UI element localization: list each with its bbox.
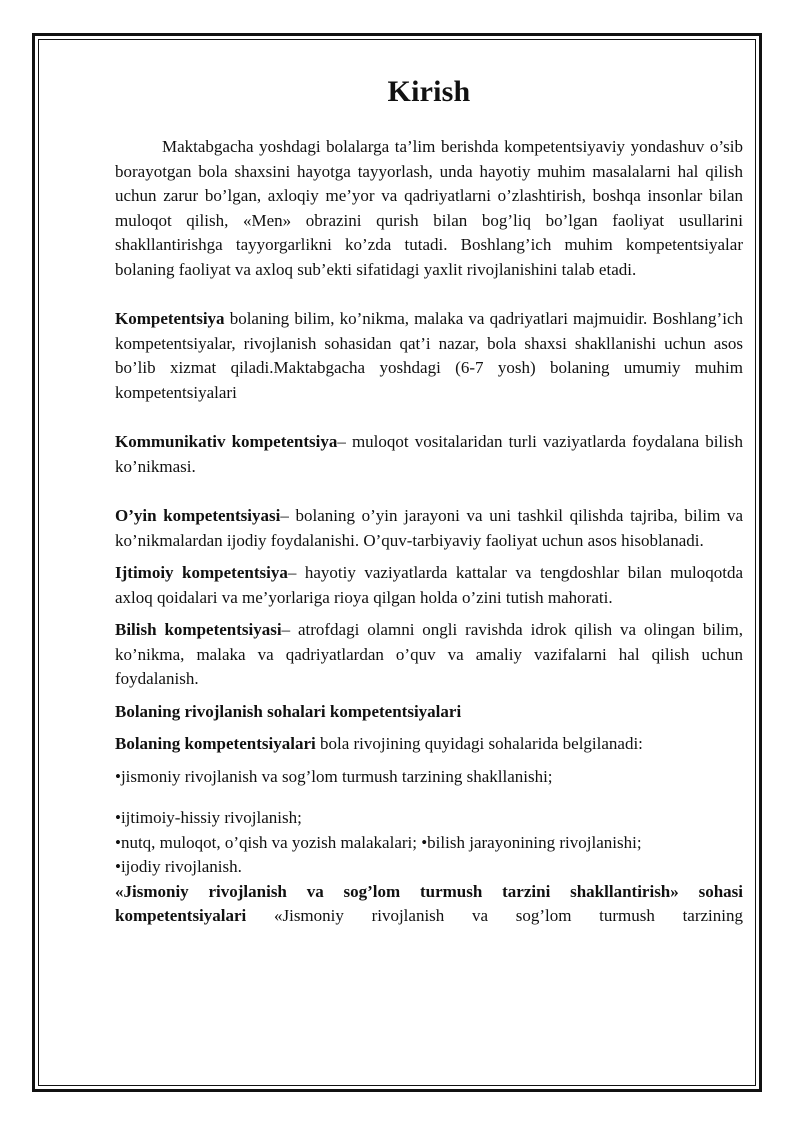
physical-term: «Jismoniy rivojlanish va sog’lom turmush tarzini shakllantirish» sohasi kompetentsiyalari bbox=[115, 881, 743, 925]
cognitive-term: Bilish kompetentsiyasi bbox=[115, 620, 282, 639]
communicative-paragraph bbox=[115, 430, 743, 479]
competence-paragraph bbox=[115, 307, 743, 405]
social-term: Ijtimoiy kompetentsiya bbox=[115, 563, 288, 582]
competence-term: Kompetentsiya bbox=[115, 309, 225, 328]
intro-paragraph: Maktabgacha yoshdagi bolalarga ta’lim berishda kompetentsiyaviy yondashuv o’sib borayotgan bola shaxsini hayotga tayyorlash, unda hayotiy muhim masalalarni hal qilish uchun zarur bo’lgan, axloqiy me’yor va qadriyatlarni o’zlashtirish, boshqa insonlar bilan muloqot qilish, «Men» obrazini qurish bilan bog’liq bo’lgan faoliyat usullarini shakllantirishga tayyorgarlikni ko’zda tutadi. Boshlang’ich muhim kompetentsiyalar bolaning faoliyat va axloq sub’ekti sifatidagi yaxlit rivojlanishini talab etadi. bbox=[115, 137, 743, 279]
social-text: – hayotiy vaziyatlarda kattalar va tengdoshlar bilan muloqotda axloq qoidalari va me’yorlariga rioya qilgan holda o’zini tutish mahorati. bbox=[115, 563, 743, 607]
bullet-item: •ijodiy rivojlanish. bbox=[115, 857, 242, 876]
cognitive-text: – atrofdagi olamni ongli ravishda idrok qilish va olingan bilim, ko’nikma, malaka va qadriyatlardan o’quv va amaliy vazifalarni hal qilish uchun foydalanish. bbox=[115, 620, 743, 688]
play-text: – bolaning o’yin jarayoni va uni tashkil qilishda tajriba, bilim va ko’nikmalardan ijodiy foydalanishi. O’quv-tarbiyaviy faoliyat uchun asos hisoblanadi. bbox=[115, 506, 743, 550]
document-body bbox=[115, 72, 743, 929]
areas-term: Bolaning kompetentsiyalari bbox=[115, 734, 316, 753]
areas-text: bola rivojining quyidagi sohalarida belgilanadi: bbox=[315, 734, 643, 753]
bullet-item: •nutq, muloqot, o’qish va yozish malakalari; •bilish jarayonining rivojlanishi; bbox=[115, 832, 642, 852]
social-paragraph bbox=[115, 561, 743, 610]
physical-text: «Jismoniy rivojlanish va sog’lom turmush tarzining bbox=[246, 906, 743, 925]
bullet-item: •ijtimoiy-hissiy rivojlanish; bbox=[115, 808, 302, 827]
bullet-item: •jismoniy rivojlanish va sog’lom turmush tarzining shakllanishi; bbox=[115, 766, 553, 786]
play-paragraph bbox=[115, 504, 743, 553]
communicative-text: – muloqot vositalaridan turli vaziyatlarda foydalana bilish ko’nikmasi. bbox=[115, 432, 743, 476]
competence-text: bolaning bilim, ko’nikma, malaka va qadriyatlari majmuidir. Boshlang’ich kompetentsiyalar, rivojlanish sohasidan qat’i nazar, bola shaxsi shakllanishi uchun asos bo’lib xizmat qiladi.Maktabgacha yoshdagi (6-7 yosh) bolaning umumiy muhim kompetentsiyalari bbox=[115, 309, 743, 402]
section-heading bbox=[115, 700, 743, 725]
play-term: O’yin kompetentsiyasi bbox=[115, 506, 281, 525]
physical-paragraph bbox=[115, 880, 743, 929]
areas-paragraph bbox=[115, 732, 743, 757]
section-heading-text: Bolaning rivojlanish sohalari kompetentsiyalari bbox=[115, 701, 462, 721]
communicative-term: Kommunikativ kompetentsiya bbox=[115, 432, 338, 451]
cognitive-paragraph bbox=[115, 618, 743, 692]
page-title: Kirish bbox=[387, 75, 471, 108]
